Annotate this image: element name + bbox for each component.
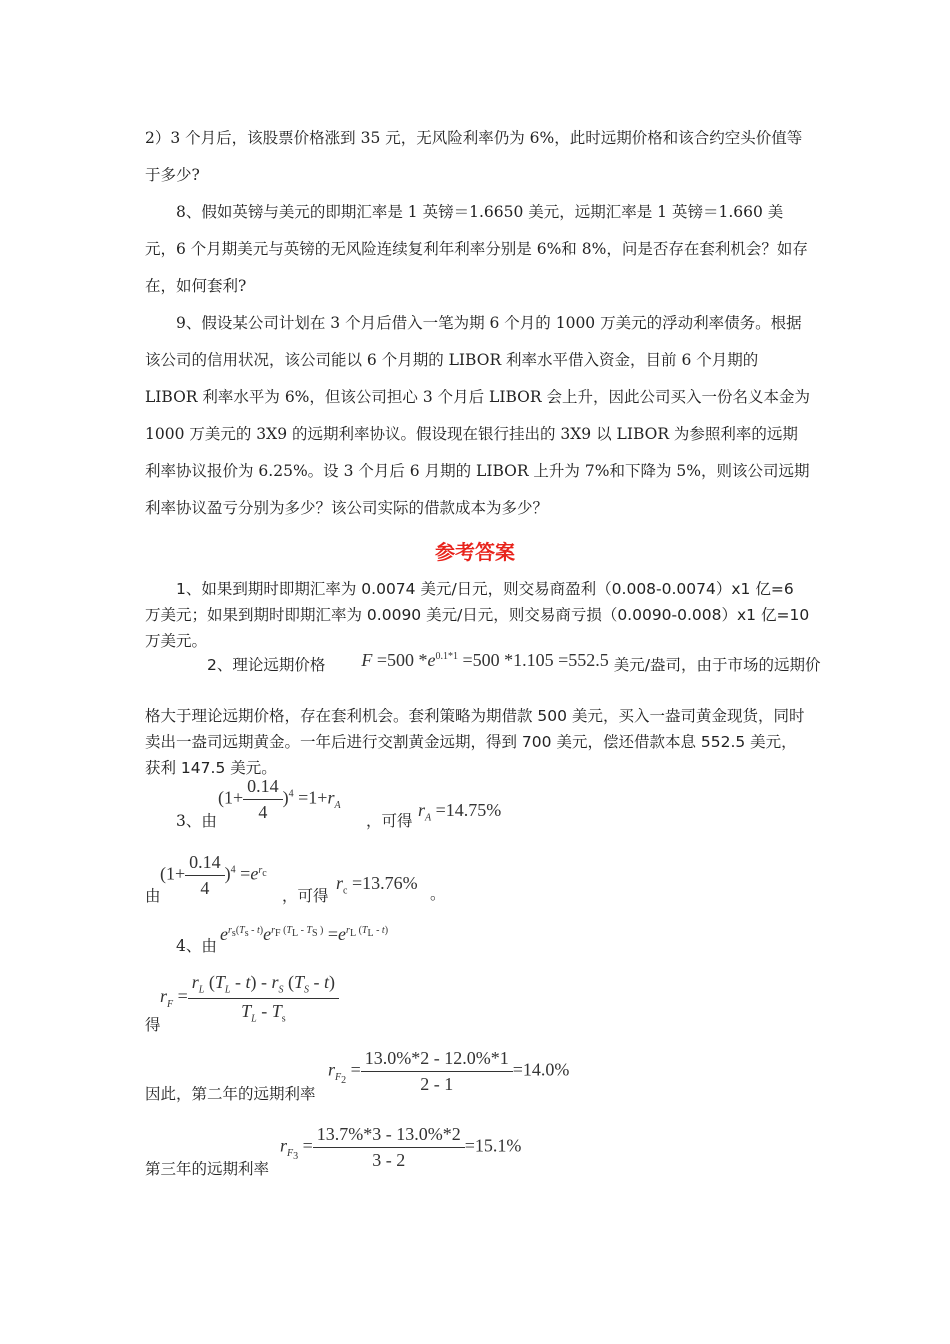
year2-denominator: 2 - 1	[420, 1074, 454, 1094]
answer-2-line	[176, 652, 820, 678]
answer-3-mid: ，可得	[366, 812, 413, 830]
answer-2-rest: 格大于理论远期价格，存在套利机会。套利策略为期借款 500 美元，买入一盎司黄金现货，同时卖出一盎司远期黄金。一年后进行交割黄金远期，得到 700 美元，偿还借款本息 552.5 美元，获利 147.5 美元。	[145, 707, 805, 777]
year3-denominator: 3 - 2	[372, 1150, 406, 1170]
forward-rate-formula: $r_F$ = $\frac{r_L (T_L - t) - r_S (T_S - t)}{T_L - T_s}$	[160, 972, 339, 1024]
answer-3b-equation: (1+ $\frac{0.14}{4}$ )$^4 =e^{r_c}$	[160, 852, 267, 898]
answer-3b-mid: ，可得	[282, 887, 329, 905]
answer-3-equation: (1+ $\frac{0.14}{4}$ )$^4 =1+r_A$	[218, 776, 341, 822]
answer-2-prefix: 2、理论远期价格	[207, 656, 326, 674]
frac-numerator: 0.14	[243, 776, 283, 800]
question-7-part-2: 2）3 个月后，该股票价格涨到 35 元，无风险利率仍为 6%，此时远期价格和该合约空头价值等于多少?	[145, 129, 803, 184]
year2-label: 因此，第二年的远期利率	[145, 1085, 316, 1103]
question-8: 8、假如英镑与美元的即期汇率是 1 英镑＝1.6650 美元，远期汇率是 1 英镑＝1.660 美元，6 个月期美元与英镑的无风险连续复利年利率分别是 6%和 8%，问是否存在套利机会？如存在，如何套利?	[145, 203, 808, 295]
year3-formula: $r_{F_3}$ = $\frac{13.7\%*3 - 13.0\%*2}{3 - 2}$ =15.1%	[280, 1124, 522, 1170]
answer-3b-result: $r_c =13.76\%$	[336, 873, 418, 897]
year2-result: =14.0%	[512, 1059, 570, 1080]
year2-formula: $r_{F_2}$ = $\frac{13.0\%*2 - 12.0\%*1}{2 - 1}$ =14.0%	[328, 1048, 570, 1094]
answer-4-equation: $e^{r_s(T_s - t)}e^{r_F (T_L - T_S )} =e^{r_L (T_L - t)}$	[220, 924, 389, 944]
year3-numerator: 13.7%*3 - 13.0%*2	[313, 1124, 465, 1148]
frac-numerator-2: 0.14	[185, 852, 225, 876]
year3-label: 第三年的远期利率	[145, 1160, 270, 1178]
answer-2-suffix: 美元/盎司，由于市场的远期价	[613, 656, 821, 674]
answer-3b-end: 。	[430, 885, 446, 903]
question-9: 9、假设某公司计划在 3 个月后借入一笔为期 6 个月的 1000 万美元的浮动利率债务。根据该公司的信用状况，该公司能以 6 个月期的 LIBOR 利率水平借入资金，目前 6 个月期的 LIBOR 利率水平为 6%，但该公司担心 3 个月后 LIBOR 会上升，因此公司买入一份名义本金为 1000 万美元的 3X9 的远期利率协议。假设现在银行挂出的 3X9 以 LIBOR 为参照利率的远期利率协议报价为 6.25%。设 3 个月后 6 月期的 LIBOR 上升为 7%和下降为 5%，则该公司远期利率协议盈亏分别为多少？该公司实际的借款成本为多少？	[145, 314, 810, 517]
answer-2-formula: F =500 $*e^{0.1*1} =500$ *1.105 =552.5	[361, 650, 609, 670]
answer-3b-prefix: 由	[145, 887, 161, 905]
frac-denominator-2: 4	[200, 878, 210, 898]
answer-4-prefix: 4、由	[176, 937, 217, 955]
answer-3-result: $r_A =14.75\%$	[418, 800, 502, 824]
answers-title: 参考答案	[435, 540, 515, 564]
de-label: 得	[145, 1016, 161, 1034]
year2-numerator: 13.0%*2 - 12.0%*1	[361, 1048, 513, 1072]
answer-1: 1、如果到期时即期汇率为 0.0074 美元/日元，则交易商盈利（0.008-0.0074）x1 亿=6 万美元；如果到期时即期汇率为 0.0090 美元/日元，则交易商亏损（0.0090-0.008）x1 亿=10 万美元。	[145, 580, 810, 650]
answer-3-prefix: 3、由	[176, 812, 217, 830]
year3-result: =15.1%	[464, 1135, 522, 1156]
frac-denominator: 4	[258, 802, 268, 822]
